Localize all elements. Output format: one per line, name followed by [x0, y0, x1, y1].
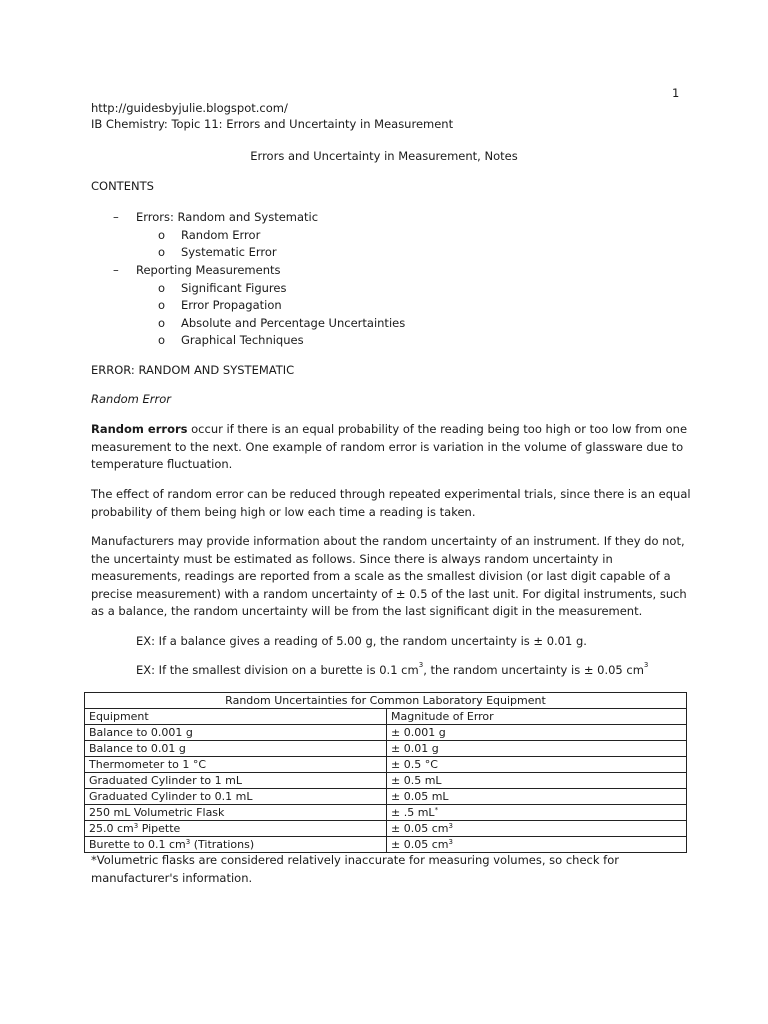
- contents-item: Systematic Error: [181, 245, 277, 259]
- contents-section-label: Errors: Random and Systematic: [136, 210, 319, 224]
- equipment-cell: Balance to 0.001 g: [85, 725, 387, 741]
- dash-bullet: –: [113, 210, 119, 224]
- error-cell: ± 0.5 mL: [387, 773, 687, 789]
- equipment-cell: Burette to 0.1 $cm^3$ (Titrations): [85, 837, 387, 853]
- contents-item: Significant Figures: [181, 281, 287, 295]
- bold-term: Random errors: [91, 422, 188, 436]
- footnote: *Volumetric flasks are considered relatively inaccurate for measuring volumes, so check for manufacturer's information.: [91, 853, 619, 885]
- superscript: 3: [418, 661, 424, 669]
- page-number: 1: [672, 86, 680, 100]
- error-cell: ± 0.01 g: [387, 741, 687, 757]
- circle-bullet: o: [158, 298, 166, 312]
- dash-bullet: –: [113, 263, 119, 277]
- page-title: Errors and Uncertainty in Measurement, Notes: [250, 149, 518, 163]
- paragraph-random-errors: [91, 421, 691, 474]
- example-text: , the random uncertainty is ± 0.05 cm: [423, 663, 644, 677]
- example-balance: EX: If a balance gives a reading of 5.00 g, the random uncertainty is ± 0.01 g.: [136, 634, 587, 648]
- header-url: http://guidesbyjulie.blogspot.com/: [91, 101, 288, 115]
- contents-item: Error Propagation: [181, 298, 282, 312]
- circle-bullet: o: [158, 228, 166, 242]
- equipment-cell: 25.0 $cm^3$ Pipette: [85, 821, 387, 837]
- equipment-cell: Balance to 0.01 g: [85, 741, 387, 757]
- table-row: [85, 725, 687, 741]
- equipment-cell: Graduated Cylinder to 1 mL: [85, 773, 387, 789]
- paragraph-text: occur if there is an equal probability of the reading being too high or too low from one measurement to the next. One example of random error is variation in the volume of glassware due to temperature fluctuation.: [91, 422, 688, 471]
- circle-bullet: o: [158, 316, 166, 330]
- circle-bullet: o: [158, 333, 166, 347]
- column-header-equipment: Equipment: [85, 709, 387, 725]
- table-row: [85, 741, 687, 757]
- circle-bullet: o: [158, 245, 166, 259]
- superscript: 3: [643, 661, 649, 669]
- equipment-cell: Thermometer to 1 °C: [85, 757, 387, 773]
- column-header-error: Magnitude of Error: [387, 709, 687, 725]
- error-cell: ± 0.05 $cm^3$: [387, 837, 687, 853]
- paragraph-manufacturer-uncertainty: Manufacturers may provide information about the random uncertainty of an instrument. If they do not, the uncertainty must be estimated as follows. Since there is always random uncertainty in measurements, readings are reported from a scale as the smallest division (or last digit capable of a precise measurement) with a random uncertainty of ± 0.5 of the last unit. For digital instruments, such as a balance, the random uncertainty will be from the last significant digit in the measurement.: [91, 534, 687, 618]
- table-body: [85, 725, 687, 853]
- table-row: [85, 789, 687, 805]
- example-burette: [136, 663, 648, 677]
- equipment-cell: Graduated Cylinder to 0.1 mL: [85, 789, 387, 805]
- table-row: [85, 837, 687, 853]
- example-text: EX: If the smallest division on a burette is 0.1 cm: [136, 663, 419, 677]
- table-header-row: [85, 709, 687, 725]
- table-row: [85, 821, 687, 837]
- error-cell: ± 0.001 g: [387, 725, 687, 741]
- contents-item: Graphical Techniques: [181, 333, 304, 347]
- table-row: [85, 805, 687, 821]
- paragraph-repeated-trials: The effect of random error can be reduced through repeated experimental trials, since there is an equal probability of them being high or low each time a reading is taken.: [91, 487, 691, 519]
- error-cell: ± 0.05 $cm^3$: [387, 821, 687, 837]
- table-caption: Random Uncertainties for Common Laboratory Equipment: [85, 693, 687, 709]
- subheading: Random Error: [91, 392, 172, 406]
- contents-item: Random Error: [181, 228, 261, 242]
- circle-bullet: o: [158, 281, 166, 295]
- error-cell: ± .5 mL*: [387, 805, 687, 821]
- table-row: [85, 757, 687, 773]
- equipment-cell: 250 mL Volumetric Flask: [85, 805, 387, 821]
- header-course: IB Chemistry: Topic 11: Errors and Uncertainty in Measurement: [91, 117, 454, 131]
- contents-item: Absolute and Percentage Uncertainties: [181, 316, 406, 330]
- contents-heading: CONTENTS: [91, 179, 154, 193]
- table-caption-row: [85, 693, 687, 709]
- contents-section-label: Reporting Measurements: [136, 263, 281, 277]
- error-cell: ± 0.5 °C: [387, 757, 687, 773]
- section-heading: ERROR: RANDOM AND SYSTEMATIC: [91, 363, 295, 377]
- error-cell: ± 0.05 mL: [387, 789, 687, 805]
- table-row: [85, 773, 687, 789]
- uncertainty-table: [84, 692, 687, 853]
